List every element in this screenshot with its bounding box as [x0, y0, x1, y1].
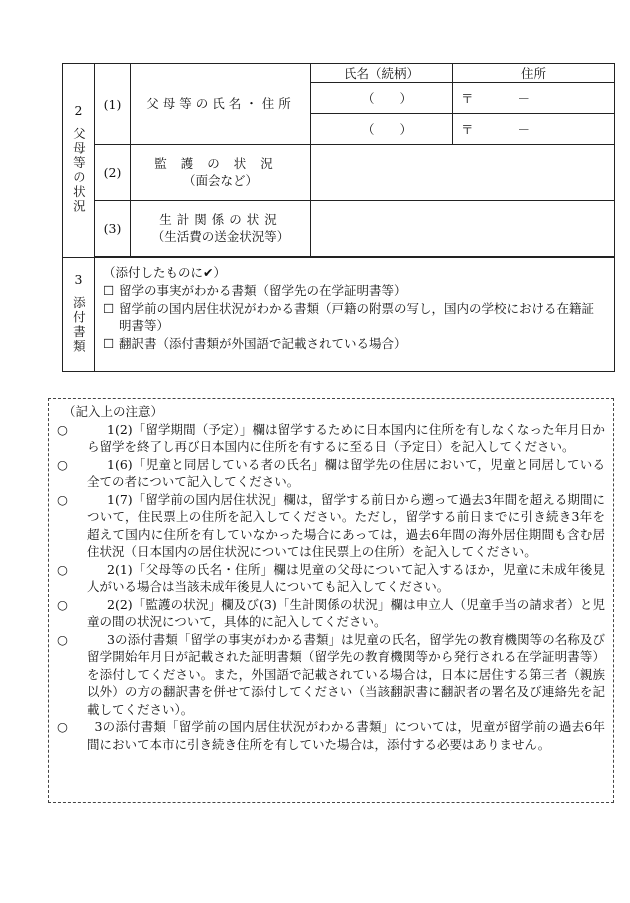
- header-address: 住所: [453, 64, 615, 83]
- note-text: 2(1)「父母等の氏名・住所」欄は児童の父母について記入するほか，児童に未成年後見人がいる場合は当該未成年後見人についても記入してください。: [87, 561, 605, 594]
- note-text: 3の添付書類「留学前の国内居住状況がわかる書類」については，児童が留学前の過去6年間において本市に引き続き住所を有していた場合は，添付する必要はありません。: [87, 719, 605, 752]
- note-item: [57, 491, 605, 561]
- item-3-number: (3): [95, 201, 131, 257]
- item-2-label-cell: [131, 145, 311, 201]
- section-2-title: 父母等の状況: [71, 127, 87, 214]
- postal-mark: 〒: [461, 122, 474, 137]
- postal-mark: 〒: [461, 91, 474, 106]
- section-3-title: 添付書類: [71, 295, 87, 354]
- circle-bullet-icon: ○: [57, 596, 68, 612]
- attachments-cell: [95, 258, 615, 372]
- parent-2-address-field[interactable]: [453, 114, 615, 145]
- form-table: [62, 63, 615, 372]
- postal-dash: －: [517, 91, 531, 106]
- circle-bullet-icon: ○: [57, 631, 68, 647]
- checkbox-icon[interactable]: ☐: [103, 336, 115, 351]
- item-3-label-cell: [131, 201, 311, 257]
- relation-placeholder: （ ）: [361, 91, 412, 106]
- header-name: 氏名（続柄）: [311, 64, 453, 83]
- attachment-label: 翻訳書（添付書類が外国語で記載されている場合）: [119, 336, 407, 351]
- note-item: [57, 421, 605, 456]
- attachments-intro: （添付したものに✔）: [103, 265, 226, 280]
- item-2-label: 監護の状況: [154, 155, 287, 171]
- notes-title: （記入上の注意）: [63, 404, 164, 419]
- attachment-item[interactable]: [103, 300, 606, 336]
- section-3-number: 3: [74, 271, 83, 287]
- section-3-header: [63, 258, 95, 372]
- item-2-number: (2): [95, 145, 131, 201]
- postal-dash: －: [517, 122, 531, 137]
- circle-bullet-icon: ○: [57, 421, 68, 437]
- attachment-item[interactable]: [103, 335, 606, 353]
- item-3-note: （生活費の送金状況等）: [151, 228, 290, 244]
- note-item: [57, 718, 605, 753]
- livelihood-status-field[interactable]: [311, 201, 615, 257]
- notes-box: [48, 398, 614, 803]
- checkbox-icon[interactable]: ☐: [103, 282, 115, 298]
- note-text: 1(6)「児童と同居している者の氏名」欄は留学先の住居において，児童と同居している全ての者について記入してください。: [87, 456, 605, 489]
- circle-bullet-icon: ○: [57, 561, 68, 577]
- item-1-number: (1): [95, 64, 131, 145]
- note-text: 1(7)「留学前の国内居住状況」欄は，留学する前日から遡って過去3年間を超える期間について，住民票上の住所を記入してください。ただし，留学する前日までに引き続き3年を超えて国内に住所を有していなかった場合にあっては，過去6年間の海外居住期間も含む居住状況（日本国内の居住状況については住民票上の住所）を記入してください。: [87, 491, 605, 559]
- parent-1-address-field[interactable]: [453, 83, 615, 114]
- checkbox-icon[interactable]: ☐: [103, 300, 115, 316]
- circle-bullet-icon: ○: [57, 719, 68, 734]
- relation-placeholder: （ ）: [361, 122, 412, 137]
- section-2-header: [63, 64, 95, 258]
- note-item: [57, 596, 605, 631]
- attachment-label: 留学前の国内居住状況がわかる書類（戸籍の附票の写し，国内の学校における在籍証明書等）: [119, 300, 595, 334]
- note-item: [57, 456, 605, 491]
- item-3-label: 生計関係の状況: [159, 211, 282, 227]
- circle-bullet-icon: ○: [57, 491, 68, 507]
- attachment-label: 留学の事実がわかる書類（留学先の在学証明書等）: [119, 282, 407, 298]
- item-2-note: （面会など）: [182, 172, 258, 188]
- note-text: 3の添付書類「留学の事実がわかる書類」は児童の氏名，留学先の教育機関等の名称及び留学開始年月日が記載された証明書類（留学先の教育機関等から発行される在学証明書等）を添付してください。また，外国語で記載されている場合は，日本に居住する第三者（親族以外）の方の翻訳書を併せて添付してください（当該翻訳書に翻訳者の署名及び連絡先を記載してください）。: [87, 631, 605, 717]
- note-text: 2(2)「監護の状況」欄及び(3)「生計関係の状況」欄は申立人（児童手当の請求者）と児童の間の状況について，具体的に記入してください。: [87, 596, 605, 629]
- parent-1-name-field[interactable]: [311, 83, 453, 114]
- note-item: [57, 631, 605, 719]
- item-1-label-cell: [131, 64, 311, 145]
- attachment-item[interactable]: [103, 282, 606, 300]
- item-1-label: 父母等の氏名・住所: [146, 95, 295, 111]
- circle-bullet-icon: ○: [57, 456, 68, 472]
- custody-status-field[interactable]: [311, 145, 615, 201]
- note-item: [57, 561, 605, 596]
- note-text: 1(2)「留学期間（予定）」欄は留学するために日本国内に住所を有しなくなった年月日から留学を終了し再び日本国内に住所を有するに至る日（予定日）を記入してください。: [87, 421, 605, 454]
- parent-2-name-field[interactable]: [311, 114, 453, 145]
- section-2-number: 2: [74, 103, 83, 119]
